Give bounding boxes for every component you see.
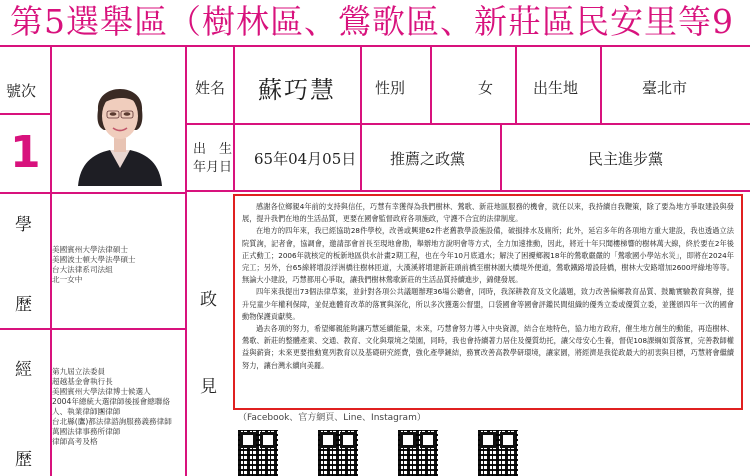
education-list bbox=[52, 245, 136, 285]
col-divider-birthplace bbox=[600, 45, 602, 123]
nominated-party-label: 推薦之政黨 bbox=[390, 150, 466, 168]
page-header bbox=[0, 0, 750, 45]
list-item: 超越基金會執行長 bbox=[52, 377, 113, 386]
qr-code-facebook[interactable] bbox=[238, 430, 278, 476]
list-item: 第九屆立法委員 bbox=[52, 367, 106, 376]
candidate-name: 蘇巧慧 bbox=[258, 76, 336, 104]
list-item: 律師高考及格 bbox=[52, 437, 98, 446]
experience-label-1: 經 bbox=[15, 360, 32, 380]
list-item: 2004年總統大選律師後援會總聯絡 bbox=[52, 397, 171, 406]
education-label-1: 學 bbox=[15, 215, 32, 235]
district-title: 第5選舉區（樹林區、鶯歌區、新莊區民安里等9 bbox=[10, 2, 734, 41]
col-divider-name bbox=[360, 45, 362, 123]
platform-paragraph: 感謝各位鄉親4年前的支持與信任，巧慧有幸獲得為我們樹林、鶯歌、新莊地區服務的機會，就任以來，我持續自我鞭策，除了要為地方爭取建設與發展，提升我們在地的生活品質，更要在國會監督政府各項施政，守護不合宜的法律制度。 bbox=[242, 202, 734, 224]
row-divider-name bbox=[185, 123, 750, 125]
row-divider-edu bbox=[0, 328, 187, 330]
candidate-number: 1 bbox=[10, 127, 41, 178]
list-item: 美國賓州大學法律碩士 bbox=[52, 245, 128, 254]
candidate-birth-date: 65年04月05日 bbox=[254, 150, 357, 168]
birthplace-label: 出生地 bbox=[533, 79, 579, 97]
platform-label-2: 見 bbox=[200, 377, 217, 397]
row-divider-birth bbox=[185, 190, 750, 192]
list-item: 萬國法律事務所律師 bbox=[52, 427, 121, 436]
name-label: 姓名 bbox=[195, 79, 226, 97]
number-label: 號次 bbox=[6, 82, 37, 100]
qr-code-instagram[interactable] bbox=[478, 430, 518, 476]
candidate-photo bbox=[70, 68, 170, 186]
qr-code-website[interactable] bbox=[318, 430, 358, 476]
candidate-birthplace: 臺北市 bbox=[642, 79, 688, 97]
platform-label-1: 政 bbox=[200, 290, 217, 310]
col-divider-photo bbox=[185, 45, 187, 476]
platform-paragraph: 在地方的四年來，我已經協助28件學校，改善或興建62件老舊教學設施設備，破損排水及廁所；此外，延宕多年的各項地方重大建設，我也透過立法院質詢，記者會，協調會，邀請部會首長至現地會勘，舉辦地方說明會等方式，全力加速推動，因此，將近十年只聞樓梯響的樹林萬大線，終於要在2年後正式動工；2006年就核定的板新地區供水計畫2期工程，也在今年10月底通水；解決了困擾鄉親18年的鶯歌嚴嚴的「鶯歌國小學站水災」，即將在2024年完工；另外，台65線將增設浮洲橋往樹林匝道，大漢溪將增建新莊頭前橋至樹林園大橋堤外便道，鶯歌鐵路增設陸橋，樹林大安路增加2600坪綠地等等。無論大小建設，巧慧都用心爭取，讓我們樹林鶯歌新莊的生活品質持續進步，錦健發展。 bbox=[242, 226, 734, 285]
list-item: 美國賓州大學法律博士候選人 bbox=[52, 387, 151, 396]
row-divider-top bbox=[0, 113, 50, 115]
qr-code-line[interactable] bbox=[398, 430, 438, 476]
list-item: 台大法律系司法組 bbox=[52, 265, 113, 274]
candidate-party: 民主進步黨 bbox=[588, 150, 664, 168]
experience-list bbox=[52, 367, 172, 447]
list-item: 台北縣(鷹)都法律諮詢服務義務律師 bbox=[52, 417, 172, 426]
gender-label: 性別 bbox=[375, 79, 406, 97]
birth-date-label-top: 出 生 bbox=[193, 142, 233, 157]
list-item: 美國波士頓大學法學碩士 bbox=[52, 255, 136, 264]
row-divider-photo bbox=[0, 192, 187, 194]
col-divider-nominated bbox=[500, 123, 502, 190]
col-divider-gender-label bbox=[430, 45, 432, 123]
candidate-gender: 女 bbox=[478, 79, 494, 97]
header-divider bbox=[0, 45, 750, 47]
col-divider-birthdate bbox=[360, 123, 362, 190]
platform-text-box bbox=[233, 194, 743, 410]
platform-paragraph: 四年來我提出73個法律草案，並針對各項公共議題辦理36場公聽會，同時，我深耕教育及文化議題，致力改善偏鄉教育品質、鼓勵實驗教育與辦，提升兒童少年權利保障，並促進體育改革的落實與深化，所以多次獲選公督盟，口袋國會等國會評鑑民間組織的優秀立委或優質立委，並獲頒四年一次的國會動物保護貢獻獎。 bbox=[242, 287, 734, 321]
platform-paragraph: 過去各項的努力，希望鄉親能夠讓巧慧延續能量，未來，巧慧會努力導入中央資源，結合在地特色，協力地方政府，催生地方創生的動能，再造樹林、鶯歌、新莊的整體產業、交通、教育、文化與環境之榮園，同時，我也會持續著力居住及優質幼托，讓父母安心生養，督促108課綱如質落實，完善教師權益與薪資；未來更要推動寬列教育以及基礎研究經費，強化產學鏈結，務實改善高教學研環境，讓家園，將經濟是我從政最大的初衷與目標，巧慧將會繼續努力，讓台灣永續向美麗。 bbox=[242, 324, 734, 370]
birth-date-label-bottom: 年月日 bbox=[193, 160, 233, 175]
education-label-2: 歷 bbox=[15, 295, 32, 315]
col-divider-label bbox=[233, 45, 235, 190]
col-divider-gender bbox=[515, 45, 517, 123]
experience-label-2: 歷 bbox=[15, 450, 32, 470]
social-links-caption: （Facebook、官方網頁、Line、Instagram） bbox=[238, 413, 426, 423]
list-item: 人、執業律師團律師 bbox=[52, 407, 121, 416]
list-item: 北一女中 bbox=[52, 275, 83, 284]
